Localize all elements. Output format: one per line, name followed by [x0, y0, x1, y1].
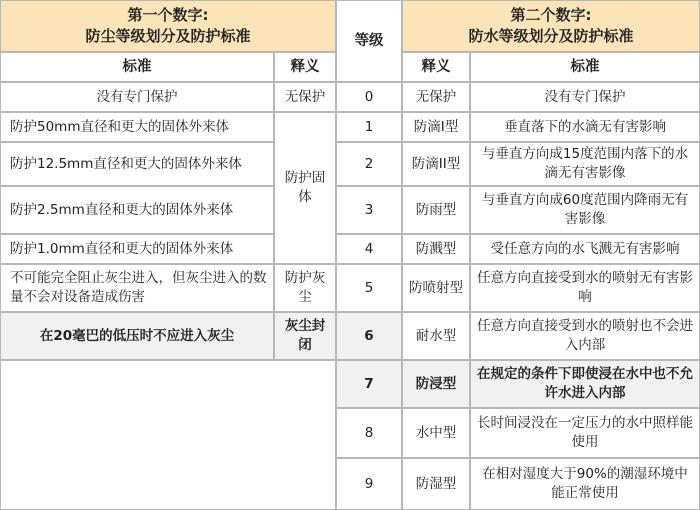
- dust-standard-2: 防护12.5mm直径和更大的固体外来体: [0, 142, 274, 186]
- water-standard-0: 没有专门保护: [470, 82, 700, 112]
- water-meaning-5: 防喷射型: [402, 264, 470, 312]
- water-meaning-9: 防湿型: [402, 458, 470, 510]
- water-header: [402, 0, 700, 52]
- dust-col-standard: 标准: [0, 52, 274, 82]
- grade-2: 2: [336, 142, 402, 186]
- grade-0: 0: [336, 82, 402, 112]
- dust-header-line2: 防尘等级划分及防护标准: [85, 27, 251, 45]
- water-standard-4: 受任意方向的水飞溅无有害影响: [470, 234, 700, 264]
- grade-5: 5: [336, 264, 402, 312]
- dust-empty-area: [0, 360, 336, 510]
- water-standard-9: 在相对湿度大于90%的潮湿环境中能正常使用: [470, 458, 700, 510]
- grade-7: 7: [336, 360, 402, 408]
- grade-8: 8: [336, 408, 402, 458]
- water-meaning-1: 防滴I型: [402, 112, 470, 142]
- grade-3: 3: [336, 186, 402, 234]
- water-meaning-3: 防雨型: [402, 186, 470, 234]
- dust-meaning-5: 防护灰尘: [274, 264, 336, 312]
- water-meaning-6: 耐水型: [402, 312, 470, 360]
- dust-standard-3: 防护2.5mm直径和更大的固体外来体: [0, 186, 274, 234]
- dust-col-meaning: 释义: [274, 52, 336, 82]
- dust-meaning-6: 灰尘封闭: [274, 312, 336, 360]
- grade-9: 9: [336, 458, 402, 510]
- dust-header-line1: 第一个数字:: [127, 6, 209, 24]
- water-meaning-4: 防溅型: [402, 234, 470, 264]
- water-meaning-8: 水中型: [402, 408, 470, 458]
- grade-6: 6: [336, 312, 402, 360]
- water-standard-3: 与垂直方向成60度范围内降雨无有害影像: [470, 186, 700, 234]
- dust-standard-5: 不可能完全阻止灰尘进入，但灰尘进入的数量不会对设备造成伤害: [0, 264, 274, 312]
- water-header-line2: 防水等级划分及防护标准: [468, 27, 634, 45]
- water-standard-2: 与垂直方向成15度范围内落下的水滴无有害影像: [470, 142, 700, 186]
- water-standard-8: 长时间浸没在一定压力的水中照样能使用: [470, 408, 700, 458]
- dust-standard-1: 防护50mm直径和更大的固体外来体: [0, 112, 274, 142]
- water-meaning-2: 防滴II型: [402, 142, 470, 186]
- dust-standard-6: 在20毫巴的低压时不应进入灰尘: [0, 312, 274, 360]
- water-meaning-7: 防浸型: [402, 360, 470, 408]
- water-standard-1: 垂直落下的水滴无有害影响: [470, 112, 700, 142]
- dust-standard-4: 防护1.0mm直径和更大的固体外来体: [0, 234, 274, 264]
- water-col-meaning: 释义: [402, 52, 470, 82]
- dust-standard-0: 没有专门保护: [0, 82, 274, 112]
- water-header-line1: 第二个数字:: [510, 6, 592, 24]
- dust-meaning-merged: 防护固体: [274, 112, 336, 264]
- grade-header: 等级: [336, 0, 402, 82]
- water-meaning-0: 无保护: [402, 82, 470, 112]
- water-standard-7: 在规定的条件下即使浸在水中也不允许水进入内部: [470, 360, 700, 408]
- dust-meaning-0: 无保护: [274, 82, 336, 112]
- water-standard-5: 任意方向直接受到水的喷射无有害影响: [470, 264, 700, 312]
- grade-1: 1: [336, 112, 402, 142]
- water-col-standard: 标准: [470, 52, 700, 82]
- grade-4: 4: [336, 234, 402, 264]
- water-standard-6: 任意方向直接受到水的喷射也不会进入内部: [470, 312, 700, 360]
- dust-header: [0, 0, 336, 52]
